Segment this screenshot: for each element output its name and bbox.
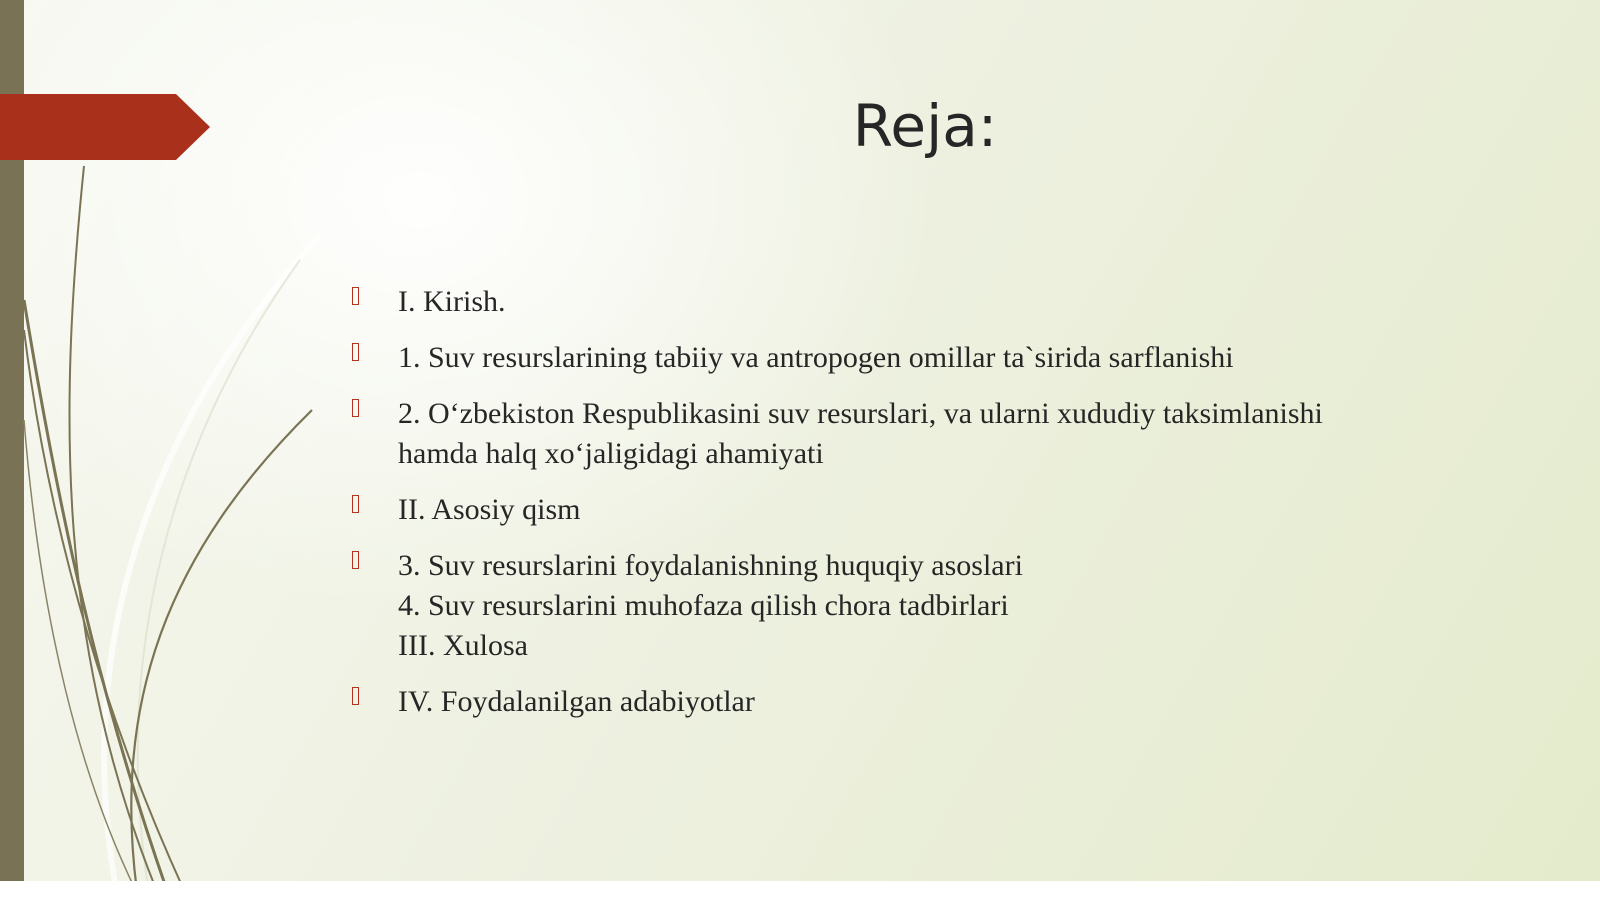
grass-stem-1 (69, 166, 160, 899)
list-item-text: I. Kirish. (398, 285, 506, 318)
slide-title: Reja: (852, 92, 998, 160)
bullet-icon (352, 551, 359, 569)
bullet-icon (352, 399, 359, 417)
list-item-text: IV. Foydalanilgan adabiyotlar (398, 685, 755, 718)
bullet-icon (352, 287, 359, 305)
bullet-icon (352, 687, 359, 705)
list-item-text: 4. Suv resurslarini muhofaza qilish chora tadbirlari (398, 589, 1009, 622)
agenda-list (352, 282, 1432, 738)
list-item (352, 282, 1432, 322)
bottom-strip (0, 881, 1600, 899)
grass-stem-5 (24, 420, 140, 899)
list-item-text: hamda halq xo‘jaligidagi ahamiyati (398, 437, 824, 470)
list-item (352, 546, 1432, 666)
list-item-text: 2. O‘zbekiston Respublikasini suv resurslari, va ularni xududiy taksimlanishi (398, 397, 1323, 430)
list-item-text: II. Asosiy qism (398, 493, 581, 526)
title-arrow-banner (0, 94, 210, 160)
bullet-icon (352, 495, 359, 513)
list-item-text: 3. Suv resurslarini foydalanishning huquqiy asoslari (398, 549, 1023, 582)
bullet-icon (352, 343, 359, 361)
faint-stem-2 (138, 260, 300, 899)
list-item (352, 394, 1432, 474)
list-item (352, 338, 1432, 378)
list-item (352, 682, 1432, 722)
list-item-text: III. Xulosa (398, 629, 528, 662)
list-item (352, 490, 1432, 530)
list-item-text: 1. Suv resurslarining tabiiy va antropogen omillar ta`sirida sarflanishi (398, 341, 1234, 374)
